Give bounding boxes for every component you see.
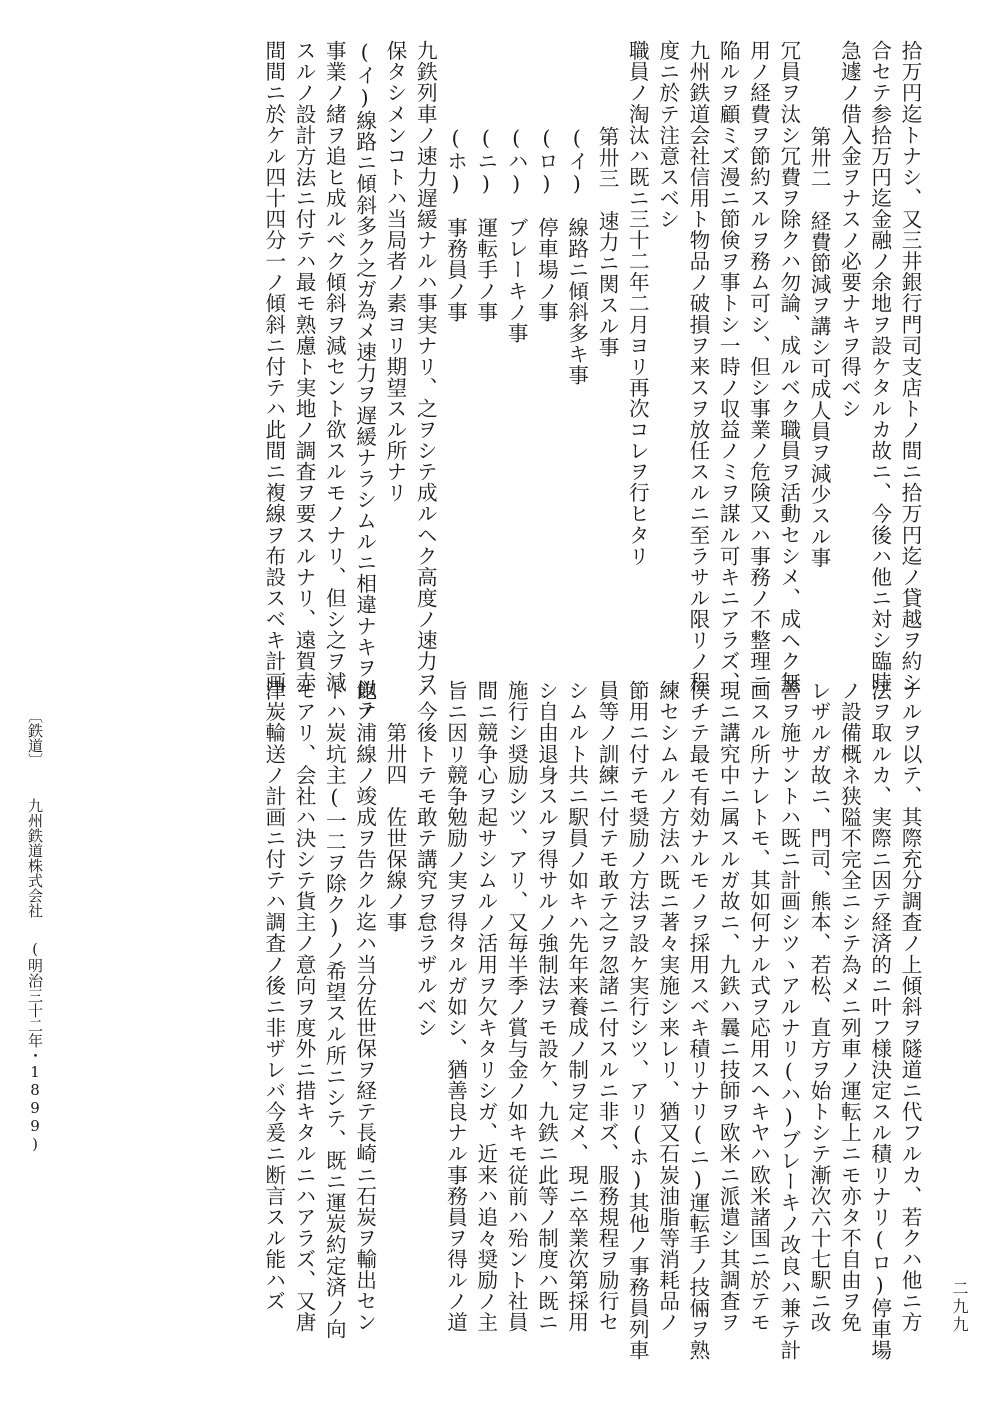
- footer-category: 〔鉄道〕: [26, 708, 44, 768]
- text-line: モアリ、会社ハ決シテ貨主ノ意向ヲ度外ニ措キタルニハアラズ、又唐: [292, 680, 317, 1333]
- text-line: 現ニ講究中ニ属スルガ故ニ、九鉄ハ曩ニ技師ヲ欧米ニ派遣シ其調査ヲ: [716, 680, 741, 1333]
- text-line: 九州鉄道会社信用ト物品ノ破損ヲ来スヲ放任スルニ至ラサル限リノ程: [685, 40, 710, 693]
- text-line: 津炭輪送ノ計画ニ付テハ調査ノ後ニ非ザレバ今爰ニ断言スル能ハズ: [261, 680, 286, 1312]
- text-line: 九鉄列車ノ速力遅緩ナルハ事実ナリ、之ヲシテ成ルヘク高度ノ速力ヲ: [413, 40, 438, 693]
- text-line: 保タシメンコトハ当局者ノ素ヨリ期望スル所ナリ: [382, 40, 407, 504]
- text-line: レザルガ故ニ、門司、熊本、若松、直方ヲ始トシテ漸次六十七駅ニ改: [807, 680, 832, 1333]
- text-line: 急遽ノ借入金ヲナスノ必要ナキヲ得ベシ: [837, 40, 862, 419]
- text-line: 事業ノ緒ヲ追ヒ成ルベク傾斜ヲ減セント欲スルモノナリ、但シ之ヲ減: [322, 40, 347, 693]
- source-footer: [26, 708, 44, 1153]
- text-line: 節用ニ付テモ奨励ノ方法ヲ設ケ実行シツ、アリ(ホ)其他ノ事務員列車: [625, 680, 650, 1361]
- page-number: 二九九: [950, 1280, 969, 1334]
- list-item: (ホ) 事務員ノ事: [443, 126, 468, 323]
- text-line: トハ炭坑主(一二ヲ除ク)ノ希望スル所ニシテ、既ニ運炭約定済ノ向: [322, 680, 347, 1340]
- list-item: (ニ) 運転手ノ事: [473, 126, 498, 323]
- text-line: スルノ設計方法ニ付テハ最モ熟慮ト実地ノ調査ヲ要スルナリ、遠賀赤: [292, 40, 317, 693]
- text-line: 飽ノ浦線ノ竣成ヲ告クル迄ハ当分佐世保ヲ経テ長崎ニ石炭ヲ輸出セン: [352, 680, 377, 1333]
- text-line: 法ヲ取ルカ、実際ニ因テ経済的ニ叶フ様決定スル積リナリ(ロ)停車場: [867, 680, 892, 1361]
- list-item: (イ) 線路ニ傾斜多キ事: [564, 126, 589, 386]
- text-line: 旨ニ因リ競争勉励ノ実ヲ得タルガ如シ、猶善良ナル事務員ヲ得ルノ道: [443, 680, 468, 1333]
- text-line: シ自由退身スルヲ得サルノ強制法ヲモ設ケ、九鉄ニ此等ノ制度ハ既ニ: [534, 680, 559, 1333]
- text-line: ノ設備概ネ狭隘不完全ニシテ為メニ列車ノ運転上ニモ亦タ不自由ヲ免: [837, 680, 862, 1333]
- text-line: (イ)線路ニ傾斜多ク之ガ為メ速力ヲ遅緩ナラシムルニ相違ナキヲ以テ: [352, 40, 377, 721]
- text-line: 合セテ参拾万円迄金融ノ余地ヲ設ケタルカ故ニ、今後ハ他ニ対シ臨時: [867, 40, 892, 693]
- text-line: ナルヲ以テ、其際充分調査ノ上傾斜ヲ隧道ニ代フルカ、若クハ他ニ方: [898, 680, 922, 1333]
- text-line: 画スル所ナレトモ、其如何ナル式ヲ応用スヘキヤハ欧米諸国ニ於テモ: [746, 680, 771, 1333]
- text-line: 用ノ経費ヲ節約スルヲ務ム可シ、但シ事業ノ危険又ハ事務ノ不整理ニ: [746, 40, 771, 693]
- section-heading: 第卅四 佐世保線ノ事: [382, 722, 407, 933]
- text-line: 俟チテ最モ有効ナルモノヲ採用スベキ積リナリ(ニ)運転手ノ技倆ヲ熟: [685, 680, 710, 1361]
- text-line: 員等ノ訓練ニ付テモ敢テ之ヲ忽諸ニ付スルニ非ズ、服務規程ヲ励行セ: [595, 680, 620, 1333]
- footer-date: (明治三十二年・1899): [26, 940, 44, 1153]
- text-line: 陥ルヲ顧ミズ漫ニ節倹ヲ事トシ一時ノ収益ノミヲ謀ル可キニアラズ、: [716, 40, 741, 693]
- text-line: 練セシムルノ方法ハ既ニ著々実施シ来レリ、猶又石炭油脂等消耗品ノ: [655, 680, 680, 1333]
- text-line: 善ヲ施サントハ既ニ計画シツヽアルナリ(ハ)ブレーキノ改良ハ兼テ計: [776, 680, 801, 1361]
- text-line: 冗員ヲ汰シ冗費ヲ除クハ勿論、成ルベク職員ヲ活動セシメ、成ヘク無: [776, 40, 801, 693]
- list-item: (ハ) ブレーキノ事: [504, 126, 529, 344]
- section-heading: 第卅二 経費節減ヲ講シ可成人員ヲ減少スル事: [807, 126, 832, 569]
- text-line: 拾万円迄トナシ、又三井銀行門司支店トノ間ニ拾万円迄ノ貸越ヲ約シ: [898, 40, 922, 693]
- text-line: 度ニ於テ注意スベシ: [655, 40, 680, 230]
- text-line: 間ニ競争心ヲ起サシムルノ活用ヲ欠キタリシガ、近来ハ追々奨励ノ主: [473, 680, 498, 1333]
- footer-company: 九州鉄道株式会社: [26, 798, 44, 918]
- text-line: シムルト共ニ駅員ノ如キハ先年来養成ノ制ヲ定メ、現ニ卒業次第採用: [564, 680, 589, 1333]
- section-heading: 第卅三 速力ニ関スル事: [595, 126, 620, 358]
- text-line: 間間ニ於ケル四十四分一ノ傾斜ニ付テハ此間ニ複線ヲ布設スベキ計画: [261, 40, 286, 693]
- text-line: 施行シ奨励シツ、アリ、又毎半季ノ賞与金ノ如キモ従前ハ殆ント社員: [504, 680, 529, 1333]
- text-line: ハ今後トテモ敢テ講究ヲ怠ラザルベシ: [413, 680, 438, 1038]
- lower-text-block: [258, 680, 925, 1361]
- upper-text-block: [258, 40, 925, 721]
- list-item: (ロ) 停車場ノ事: [534, 126, 559, 323]
- text-line: 職員ノ淘汰ハ既ニ三十二年二月ヨリ再次コレヲ行ヒタリ: [625, 40, 650, 567]
